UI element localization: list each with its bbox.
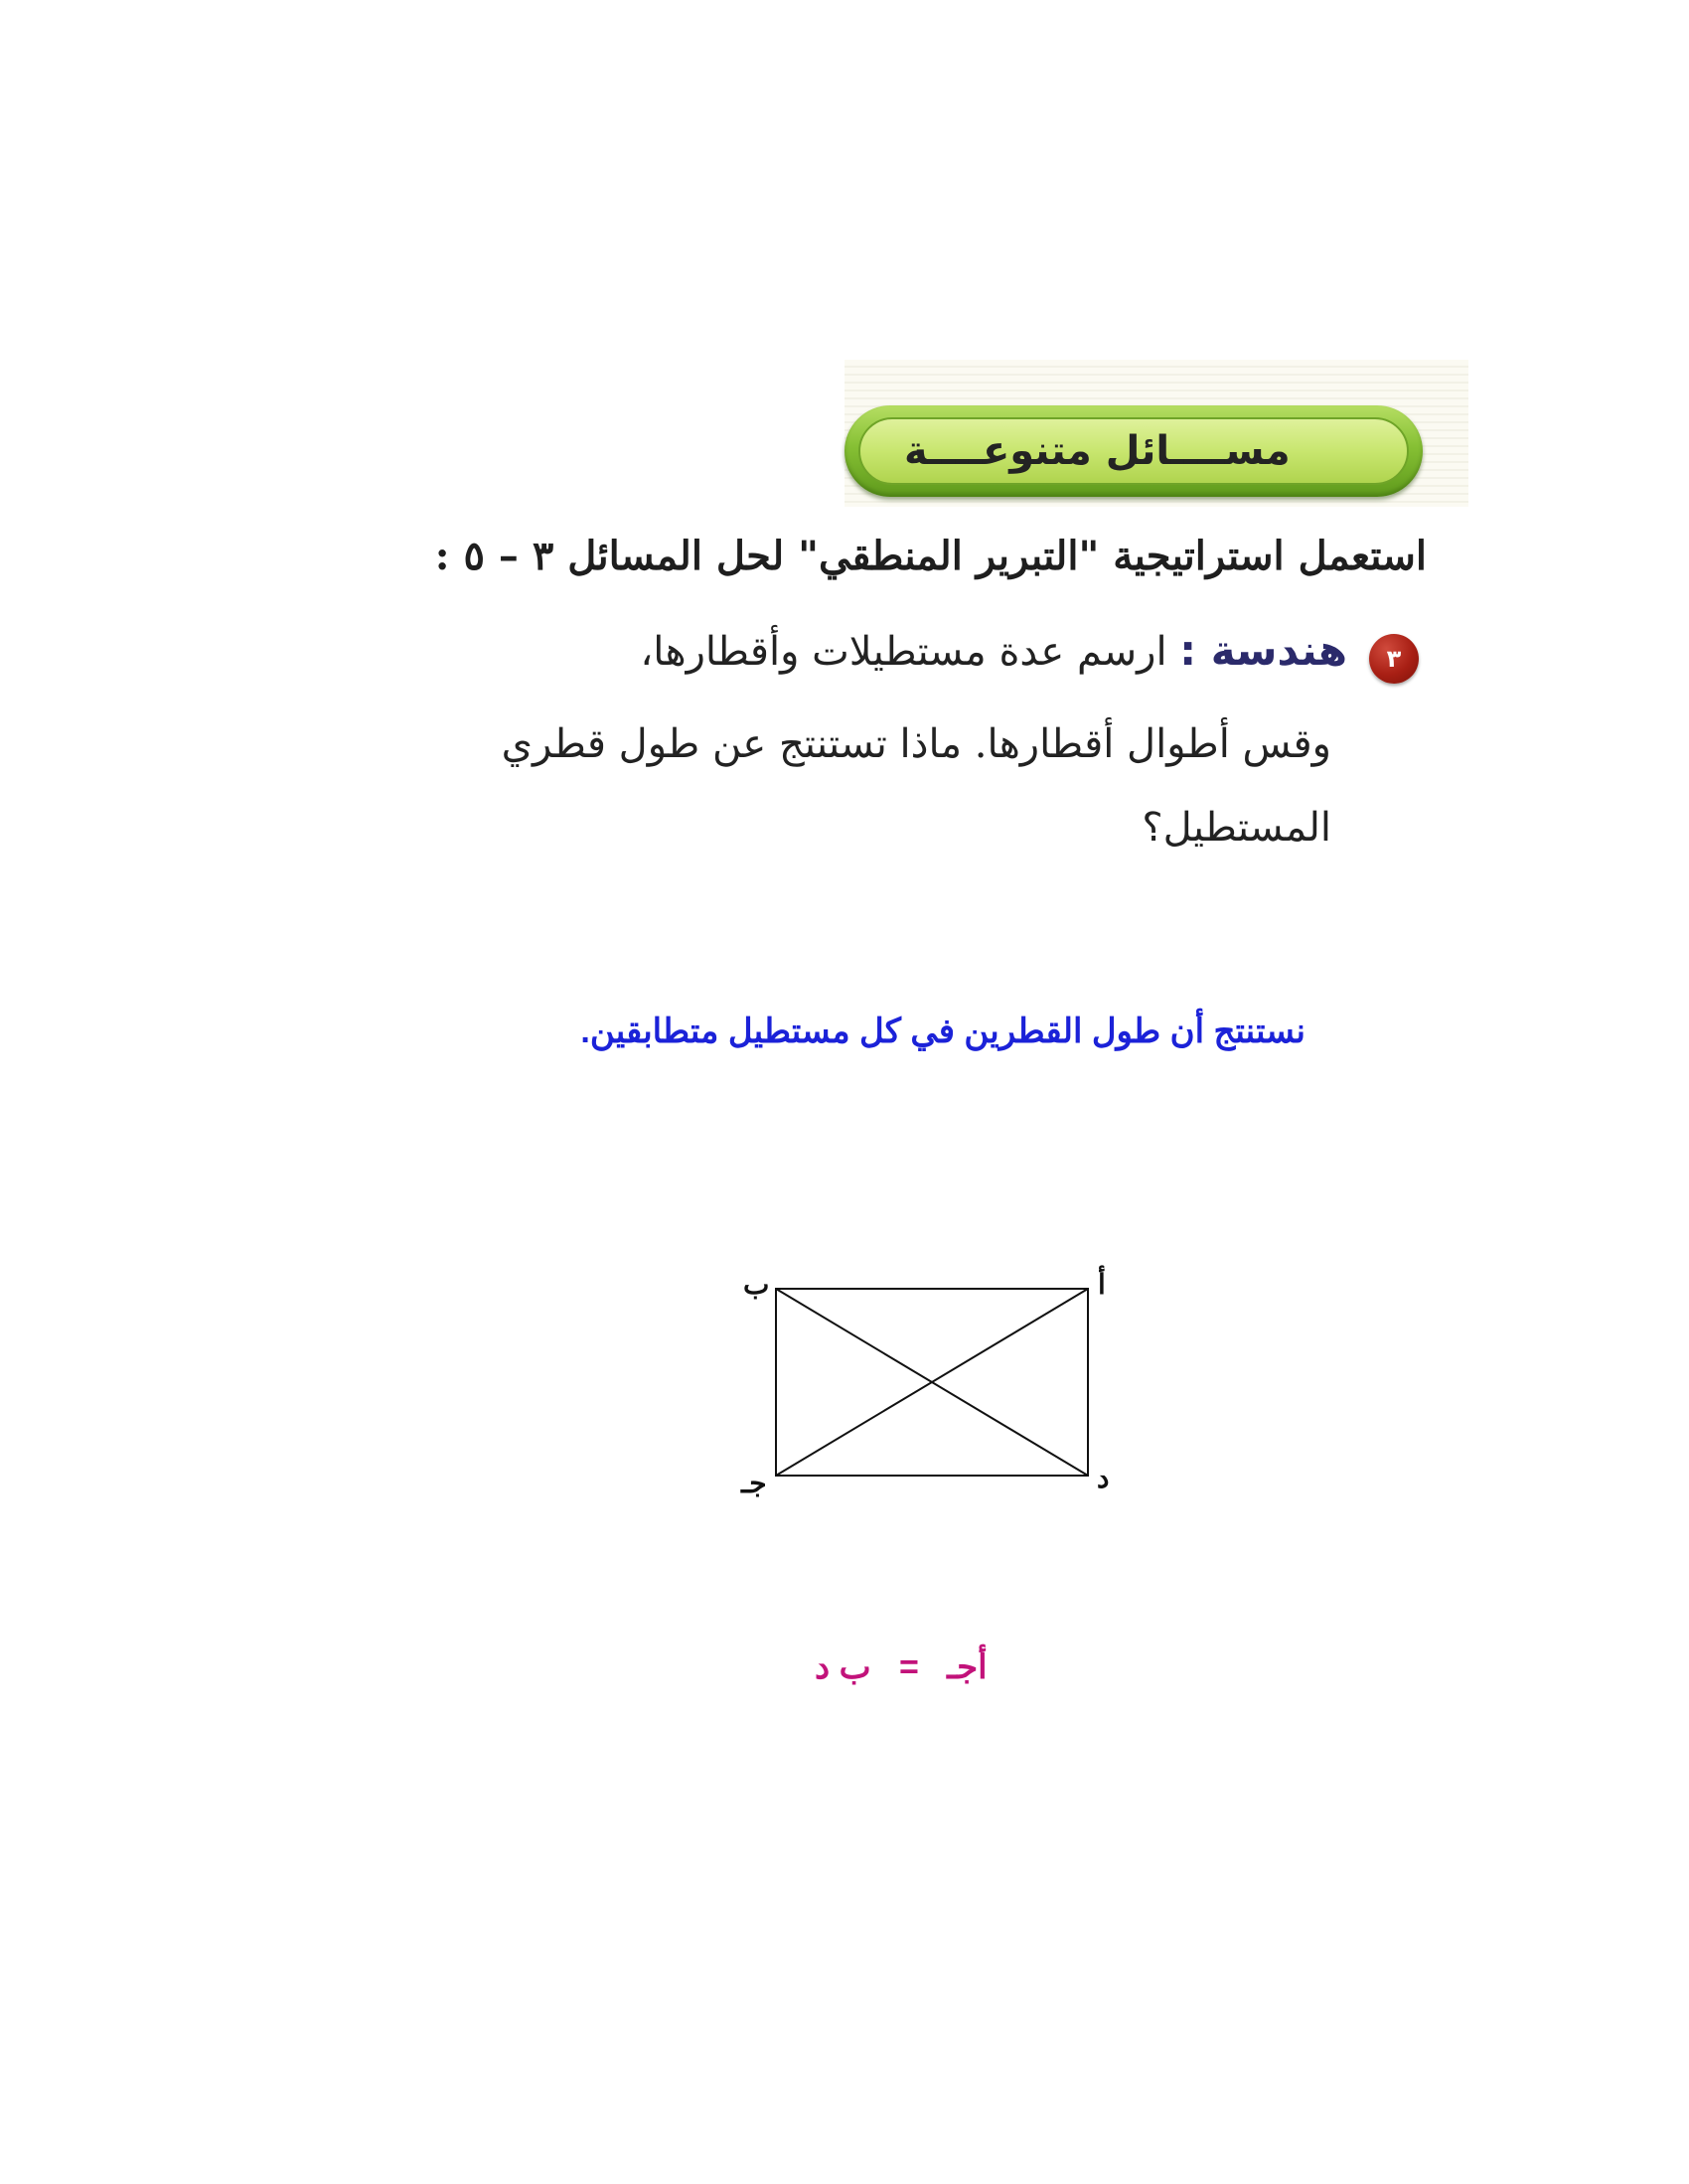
answer-text: نستنتج أن طول القطرين في كل مستطيل متطابقين. (580, 1013, 1305, 1050)
question-number-badge: ٣ (1369, 634, 1419, 684)
question-line-2: وقس أطوال أقطارها. ماذا تستنتج عن طول قطري (501, 721, 1331, 767)
vertex-label-b: ب (743, 1269, 770, 1300)
equation-right: ب د (815, 1648, 871, 1686)
equation-left: أجـ (947, 1648, 988, 1686)
section-title: مســــائل متنوعــــة (904, 428, 1291, 474)
instruction-text: استعمل استراتيجية "التبرير المنطقي" لحل المسائل ٣ – ٥ : (434, 533, 1427, 579)
vertex-label-d: د (1097, 1463, 1110, 1493)
question-line-1-text: ارسم عدة مستطيلات وأقطارها، (640, 629, 1167, 675)
question-keyword: هندسة : (1179, 626, 1347, 675)
vertex-label-j: جـ (741, 1468, 767, 1498)
vertex-label-a: أ (1098, 1269, 1106, 1300)
equation-equals: = (898, 1648, 919, 1686)
diagonal-equation (815, 1647, 988, 1687)
question-line-3: المستطيل؟ (1142, 805, 1331, 851)
